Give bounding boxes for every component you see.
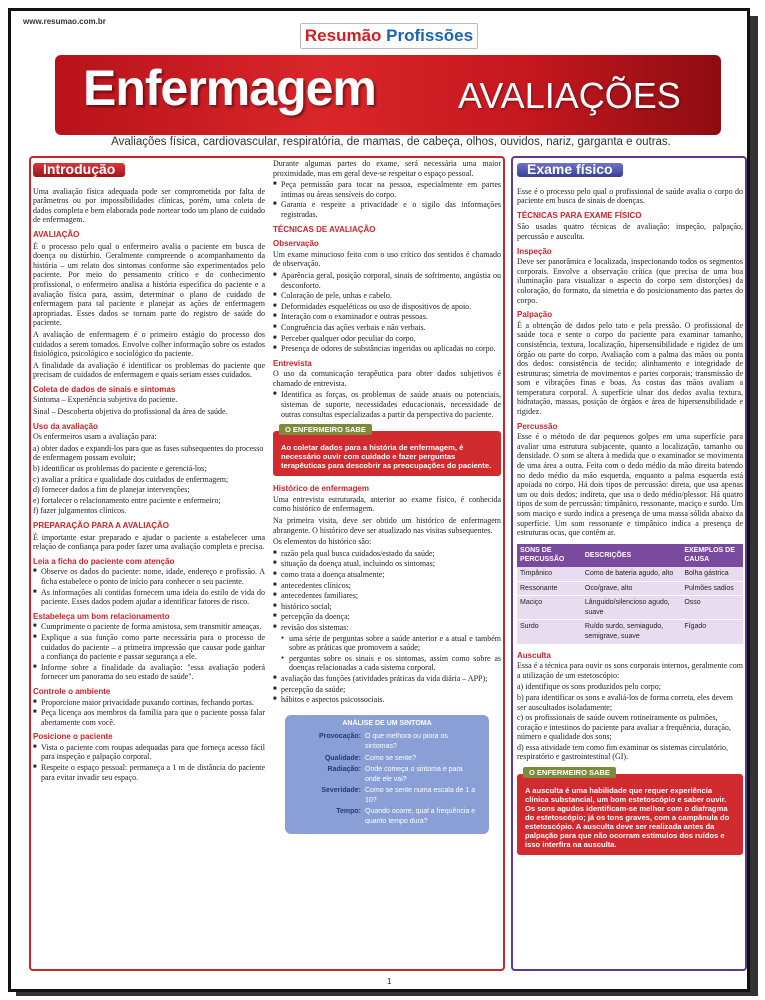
list-item: ■ Cumprimente o paciente de forma amistosa, sem transmitir ameaças.	[33, 622, 265, 632]
list-item: ● perguntas sobre os sinais e os sintomas, assim como sobre as doenças relacionadas a cada sistema corporal.	[281, 654, 501, 673]
table-row	[517, 596, 743, 620]
intro-paragraph: Uma avaliação física adequada pode ser comprometida por falta de parâmetros ou por impossibilidades clínicas, porém, uma coleta de dados completa e bem elaborada pode nortear todo um plano de cuidado de enfermagem.	[33, 186, 265, 225]
entrevista-paragraph: O uso da comunicação terapêutica para obter dados subjetivos é chamado de entrevista.	[273, 369, 501, 388]
entrevista-list	[273, 390, 501, 419]
analise-key: Radiação:	[327, 766, 361, 774]
rel-list	[33, 622, 265, 682]
inspecao-paragraph: Deve ser panorâmica e localizada, inspecionando todos os segmentos corporais. Envolve a observação crítica (que precisa de uma boa iluminação para visualizar o aspecto do corpo sem distorções) da coloração, do formato, da simetria e do posicionamento das partes do corpo.	[517, 257, 743, 305]
pos-heading: Posicione o paciente	[33, 732, 113, 742]
observacao-heading: Observação	[273, 239, 319, 249]
column-tecnicas	[273, 159, 501, 834]
table-row	[293, 785, 481, 806]
list-item: f) fazer julgamentos clínicos.	[33, 506, 127, 516]
list-item: ■ Peça permissão para tocar na pessoa, especialmente em partes íntimas ou áreas sensíveis do corpo.	[273, 180, 501, 199]
sinal-def: Sinal – Descoberta objetiva do profissional da área de saúde.	[33, 407, 228, 417]
box-text: Ao coletar dados para a história de enfermagem, é necessário ouvir com cuidado e fazer perguntas terapêuticas para descobrir as preocupações do paciente.	[281, 443, 492, 471]
table-row	[517, 567, 743, 581]
list-item: ■ histórico social;	[273, 602, 501, 612]
percussao-paragraph: Esse é o método de dar pequenos golpes em uma superfície para avaliar uma estrutura subjacente, quanto a localização, tamanho ou densidade. O som se altera à medida que o examinador se movimenta de uma área a outra. Feita com o dedo médio da mão direita batendo no dedo médio da mão esquerda, enquanto a palma esquerda está apoiada no corpo. Há dois tipos de percussão: direta, que usa apenas um ou dois dedos; indireta, que usa o dedo médio/plessor. Há quatro tipos de som de percussão: timpânico, ressonante, maciço e surdo. Um som maciço e surdo indica a presença de uma massa sólida abaixo da superfície. Um som ressonante e timpânico indica a presença de estruturas ocas, que contêm ar.	[517, 432, 743, 538]
uso-intro: Os enfermeiros usam a avaliação para:	[33, 432, 157, 442]
entrevista-heading: Entrevista	[273, 358, 312, 368]
list-item: ■ Congruência das ações verbais e não verbais.	[273, 323, 501, 333]
list-item: ■ Proporcione maior privacidade puxando cortinas, fechando portas.	[33, 698, 265, 708]
historico-p3: Os elementos do histórico são:	[273, 537, 372, 547]
historico-p1: Uma entrevista estruturada, anterior ao exame físico, é conhecida como histórico de enfermagem.	[273, 494, 501, 514]
list-item: ■ razão pela qual busca cuidados/estado da saúde;	[273, 549, 501, 559]
list-item: ■ Perceber qualquer odor peculiar do corpo.	[273, 334, 501, 344]
analise-key: Tempo:	[336, 808, 361, 816]
pos-list	[33, 743, 265, 782]
list-item: ■ Respeite o espaço pessoal: permaneça a 1 m de distância do paciente para evitar invadir seu espaço.	[33, 763, 265, 782]
observacao-list	[273, 271, 501, 354]
analise-value: Quando ocorre, qual a frequência e quanto tempo dura?	[365, 808, 476, 826]
column-intro	[33, 159, 265, 783]
tecnicas-exame-heading: TÉCNICAS PARA EXAME FÍSICO	[517, 210, 642, 220]
tecnicas-exame-paragraph: São usadas quatro técnicas de avaliação: inspeção, palpação, percussão e ausculta.	[517, 222, 743, 241]
list-item: a) obter dados e expandi-los para que as fases subsequentes do processo de enfermagem possam evoluir;	[33, 443, 264, 463]
analise-key: Provocação:	[318, 733, 361, 741]
column-header: EXEMPLOS DE CAUSA	[681, 544, 743, 567]
exame-paragraph: Esse é o processo pelo qual o profissional de saúde avalia o corpo do paciente em busca de sinais de doenças.	[517, 186, 743, 206]
analise-value: Como se sente numa escala de 1 a 10?	[365, 787, 476, 804]
tecnicas-heading: TÉCNICAS DE AVALIAÇÃO	[273, 224, 376, 234]
list-item: ■ Interação com o examinador e outras pessoas.	[273, 312, 501, 322]
enfermeiro-sabe-box-2	[517, 768, 743, 855]
ausculta-paragraph: Essa é a técnica para ouvir os sons corporais internos, geralmente com a utilização de um estetoscópio:	[517, 661, 743, 680]
page-frame	[8, 8, 750, 992]
list-item: c) avaliar a prática e qualidade dos cuidados de enfermagem;	[33, 474, 229, 484]
uso-heading: Uso da avaliação	[33, 421, 98, 431]
observacao-paragraph: Um exame minucioso feito com o uso crítico dos sentidos é chamado de observação.	[273, 249, 501, 269]
list-item: a) identifique os sons produzidos pelo corpo;	[517, 682, 661, 692]
historico-list-2	[273, 674, 501, 705]
coleta-heading: Coleta de dados de sinais e sintomas	[33, 384, 176, 394]
analise-title: ANÁLISE DE UM SINTOMA	[342, 719, 432, 727]
amb-list	[33, 698, 265, 728]
site-url[interactable]: www.resumao.com.br	[23, 17, 106, 26]
historico-list	[273, 549, 501, 633]
table-cell: Timpânico	[517, 567, 582, 581]
analise-value: Como se sente?	[365, 754, 416, 762]
list-item: ■ Observe os dados do paciente: nome, idade, endereço e profissão. A ficha estabelece o ponto de início para conhecer o seu paciente.	[33, 567, 265, 586]
inspecao-heading: Inspeção	[517, 246, 552, 256]
list-item: b) para identificar os sons e avaliá-los de forma correta, eles devem ser auscultados isoladamente;	[517, 692, 733, 712]
table-row	[293, 753, 481, 765]
table-cell: Lânguido/silencioso agudo, suave	[582, 596, 681, 620]
analise-value: Onde começa o sintoma e para onde ele vai?	[365, 766, 463, 783]
page-title-sub: AVALIAÇÕES	[458, 75, 681, 116]
list-item: d) essa atividade tem como fim examinar os sistemas circulatório, respiratório e gastrointestinal (GI).	[517, 742, 729, 762]
column-header: SONS DE PERCUSSÃO	[517, 544, 582, 567]
list-item: ■ antecedentes familiares;	[273, 591, 501, 601]
table-row	[293, 806, 481, 827]
table-cell: Surdo	[517, 620, 582, 644]
analise-key: Severidade:	[321, 787, 361, 795]
list-item: ■ como trata a doença atualmente;	[273, 570, 501, 580]
table-row	[293, 731, 481, 752]
page-number: 1	[387, 977, 392, 986]
cont-list	[273, 180, 501, 219]
table-cell: Bolha gástrica	[681, 567, 743, 581]
table-cell: Ressonante	[517, 581, 582, 596]
intro-heading: Introdução	[33, 163, 125, 177]
list-item: ■ hábitos e aspectos psicossociais.	[273, 695, 501, 705]
list-item: ■ Identifica as forças, os problemas de saúde atuais ou potenciais, sistemas de suporte, necessidades educacionais, necessidade de outras consultas especializadas a partir da perspectiva do paciente.	[273, 390, 501, 419]
table-cell: Como de bateria agudo, alto	[582, 567, 681, 581]
table-cell: Fígado	[681, 620, 743, 644]
table-cell: Oco/grave, alto	[582, 581, 681, 596]
list-item: ■ As informações ali contidas fornecem uma ideia do estilo de vida do paciente. Esses dados podem ajudar a identificar fatores de risco.	[33, 588, 265, 607]
analise-key: Qualidade:	[324, 754, 361, 762]
historico-p2: Na primeira visita, deve ser obtido um histórico de enfermagem abrangente. O histórico deve ser atualizado nas visitas subsequentes.	[273, 516, 501, 535]
table-cell: Pulmões sadios	[681, 581, 743, 596]
page-title: Enfermagem	[83, 60, 376, 116]
column-header: DESCRIÇÕES	[582, 544, 681, 567]
historico-sublist	[281, 634, 501, 673]
brand-part2: Profissões	[386, 26, 474, 45]
amb-heading: Controle o ambiente	[33, 686, 111, 696]
prep-heading: PREPARAÇÃO PARA A AVALIAÇÃO	[33, 521, 169, 530]
list-item: d) fornecer dados a fim de planejar intervenções;	[33, 485, 190, 495]
table-row	[517, 620, 743, 644]
avaliacao-p1: É o processo pelo qual o enfermeiro avalia o paciente em busca de doença ou distúrbio. Geralmente compreende o acompanhamento da história – um relato dos sintomas conforme são experimentados pelo paciente. Por meio do pensamento crítico e do conhecimento profissional, o enfermeiro analisa a história específica do paciente e a avaliação física para, assim, determinar o plano de cuidado de enfermagem para tal paciente e planejar as ações de enfermagem apropriadas. Esses dados se tornam parte do registro de saúde do paciente.	[33, 241, 265, 328]
box-text: A ausculta é uma habilidade que requer experiência clínica substancial, um bom estetoscópio e saber ouvir. Os sons agudos identificam-se melhor com o diafragma do estetoscópio; já os tons graves, com a campânula do estetoscópio. A ausculta deve ser realizada antes da palpação para que não ocorram estímulos dos ruídos e isso interfira na ausculta.	[525, 786, 730, 850]
sons-table	[517, 544, 743, 645]
table-cell: Ruído surdo, semiagudo, semigrave, suave	[582, 620, 681, 644]
column-exame	[517, 159, 743, 863]
rel-heading: Estabeleça um bom relacionamento	[33, 611, 170, 621]
list-item: ■ Presença de odores de substâncias ingeridas ou aplicadas no corpo.	[273, 344, 501, 354]
list-item: ■ Vista o paciente com roupas adequadas para que forneça acesso fácil para inspeção e palpação corporal.	[33, 743, 265, 762]
list-item: ■ Informe sobre a finalidade da avaliação: "essa avaliação poderá fornecer um panorama do seu estado de saúde".	[33, 663, 265, 682]
enfermeiro-sabe-box	[273, 425, 501, 476]
prep-paragraph: É importante estar preparado e ajudar o paciente a estabelecer uma relação de confiança para poder fazer uma avaliação completa e precisa.	[33, 532, 265, 552]
ausculta-heading: Ausculta	[517, 650, 551, 660]
palpacao-heading: Palpação	[517, 310, 553, 320]
table-cell: Osso	[681, 596, 743, 620]
list-item: ■ Deformidades esqueléticas ou uso de dispositivos de apoio.	[273, 302, 501, 312]
ausculta-list	[517, 682, 743, 762]
list-item: ■ Explique a sua função como parte necessária para o processo de cuidados do paciente – a primeira impressão que causar pode ganhar a confiança do paciente e passar segurança a ele.	[33, 633, 265, 662]
box-tag: O ENFERMEIRO SABE	[279, 424, 372, 435]
list-item: ■ Coloração de pele, unhas e cabelo.	[273, 291, 501, 301]
list-item: ■ situação da doença atual, incluindo os sintomas;	[273, 559, 501, 569]
avaliacao-p3: A finalidade da avaliação é identificar os problemas do paciente que precisam de cuidados de enfermagem e quais seriam esses cuidados.	[33, 360, 265, 380]
cont-paragraph: Durante algumas partes do exame, será necessária uma maior proximidade, mas em geral deve-se respeitar o espaço pessoal.	[273, 159, 501, 178]
list-item: ● uma série de perguntas sobre a saúde anterior e a atual e também sobre as práticas que promovem a saúde;	[281, 634, 501, 653]
list-item: ■ percepção da saúde;	[273, 685, 501, 695]
list-item: ■ revisão dos sistemas:	[273, 623, 501, 633]
list-item: ■ avaliação das funções (atividades práticas da vida diária – APP);	[273, 674, 501, 684]
exame-heading: Exame físico	[517, 163, 623, 177]
table-row	[293, 764, 481, 785]
analise-sintoma-box	[285, 715, 489, 834]
list-item: c) os profissionais de saúde ouvem rotineiramente os pulmões, coração e intestinos do paciente para avaliar a frequência, duração, número e qualidade dos sons;	[517, 713, 731, 742]
palpacao-paragraph: É a obtenção de dados pelo tato e pela pressão. O profissional de saúde toca e sente o corpo do paciente para examinar tamanho, consistência, textura, localização, hipersensibilidade e rigidez de um órgão ou parte do corpo. Avaliação com a palma das mãos ou ponta dos dedos: consistência de tecido; alinhamento e integridade de estruturas; simetria de movimentos e partes corporais; transmissão de som e vibrações finas e boas. As costas das mãos avaliam a temperatura corporal. A superfície ulnar dos dedos avalia textura, hidratação, massas, posição de órgãos e área de hipersensibilidade e rigidez.	[517, 320, 743, 417]
uso-list	[33, 444, 265, 516]
leia-list	[33, 567, 265, 606]
table-row	[517, 581, 743, 596]
brand-part1: Resumão	[304, 26, 382, 45]
list-item: ■ percepção da doença;	[273, 612, 501, 622]
leia-heading: Leia a ficha do paciente com atenção	[33, 556, 175, 566]
box-tag: O ENFERMEIRO SABE	[523, 767, 616, 778]
page-subtitle: Avaliações física, cardiovascular, respiratória, de mamas, de cabeça, olhos, ouvidos, nariz, garganta e outras.	[111, 136, 671, 148]
avaliacao-heading: AVALIAÇÃO	[33, 229, 80, 239]
sintoma-def: Sintoma – Experiência subjetiva do paciente.	[33, 395, 178, 405]
list-item: ■ antecedentes clínicos;	[273, 581, 501, 591]
avaliacao-p2: A avaliação de enfermagem é o primeiro estágio do processo dos cuidados a serem tomados. Envolve colher informação sobre os estados fisiológico, psicológico e sociológico do paciente.	[33, 329, 265, 359]
analise-table	[293, 731, 481, 827]
table-cell: Maciço	[517, 596, 582, 620]
list-item: ■ Aparência geral, posição corporal, sinais de sofrimento, angústia ou desconforto.	[273, 271, 501, 290]
table-header-row	[517, 544, 743, 567]
list-item: ■ Garanta e respeite a privacidade e o sigilo das informações registradas.	[273, 200, 501, 219]
historico-heading: Histórico de enfermagem	[273, 484, 370, 494]
analise-value: O que melhora ou piora os sintomas?	[365, 733, 448, 750]
list-item: ■ Peça licença aos membros da família para que o paciente possa falar abertamente com você.	[33, 708, 265, 727]
percussao-heading: Percussão	[517, 421, 558, 431]
brand-logo	[300, 23, 478, 49]
list-item: b) identificar os problemas do paciente e gerenciá-los;	[33, 464, 207, 474]
list-item: e) fortalecer o relacionamento entre paciente e enfermeiro;	[33, 495, 221, 505]
